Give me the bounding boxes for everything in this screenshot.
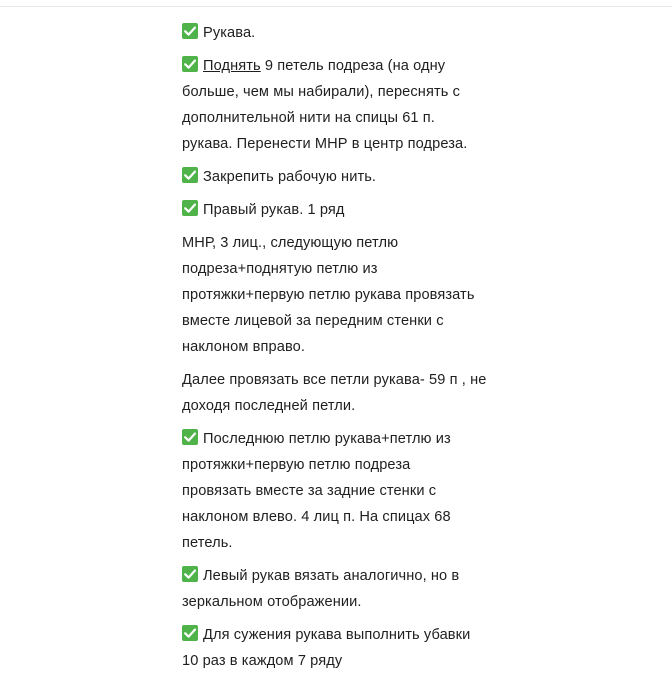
paragraph-line: подреза+поднятую петлю из <box>182 261 378 277</box>
paragraph-last-loop <box>182 426 502 556</box>
paragraph-line: Левый рукав вязать аналогично, но в <box>203 568 460 584</box>
check-mark-icon <box>182 429 198 445</box>
paragraph-right-sleeve <box>182 197 502 223</box>
check-mark-icon <box>182 200 198 216</box>
paragraph-line: вместе лицевой за передним стенки с <box>182 313 444 329</box>
paragraph-line: Правый рукав. 1 ряд <box>203 202 345 218</box>
paragraph-line: протяжки+первую петлю подреза <box>182 457 411 473</box>
paragraph-line: доходя последней петли. <box>182 398 356 414</box>
paragraph-line: больше, чем мы набирали), переснять с <box>182 84 460 100</box>
paragraph-line: Далее провязать все петли рукава- 59 п , не <box>182 372 487 388</box>
paragraph-line: наклоном влево. 4 лиц п. На спицах 68 <box>182 509 451 525</box>
paragraph-line: МНР, 3 лиц., следующую петлю <box>182 235 399 251</box>
paragraph-line: 9 петель подреза (на одну <box>260 58 446 74</box>
paragraph-line: Рукава. <box>203 25 256 41</box>
check-mark-icon <box>182 566 198 582</box>
paragraph-line: протяжки+первую петлю рукава провязать <box>182 287 475 303</box>
paragraph-sleeves <box>182 20 502 46</box>
paragraph-left-sleeve <box>182 563 502 615</box>
check-mark-icon <box>182 625 198 641</box>
paragraph-line: рукава. Перенести МНР в центр подреза. <box>182 136 468 152</box>
paragraph-line: наклоном вправо. <box>182 339 306 355</box>
check-mark-icon <box>182 56 198 72</box>
document-body <box>182 20 502 681</box>
underlined-link-text[interactable]: Поднять <box>203 58 261 74</box>
paragraph-fasten-thread <box>182 164 502 190</box>
check-mark-icon <box>182 23 198 39</box>
paragraph-line: зеркальном отображении. <box>182 594 362 610</box>
paragraph-line: Для сужения рукава выполнить убавки <box>203 627 471 643</box>
paragraph-line: провязать вместе за задние стенки с <box>182 483 437 499</box>
paragraph-decreases <box>182 622 502 674</box>
paragraph-line: Последнюю петлю рукава+петлю из <box>203 431 451 447</box>
paragraph-line: петель. <box>182 535 233 551</box>
check-mark-icon <box>182 167 198 183</box>
paragraph-knit-all <box>182 367 502 419</box>
top-divider <box>0 6 672 7</box>
paragraph-line: Закрепить рабочую нить. <box>203 169 377 185</box>
paragraph-line: дополнительной нити на спицы 61 п. <box>182 110 435 126</box>
paragraph-mnr-instructions <box>182 230 502 360</box>
paragraph-pick-up <box>182 53 502 157</box>
paragraph-line: 10 раз в каждом 7 ряду <box>182 653 343 669</box>
